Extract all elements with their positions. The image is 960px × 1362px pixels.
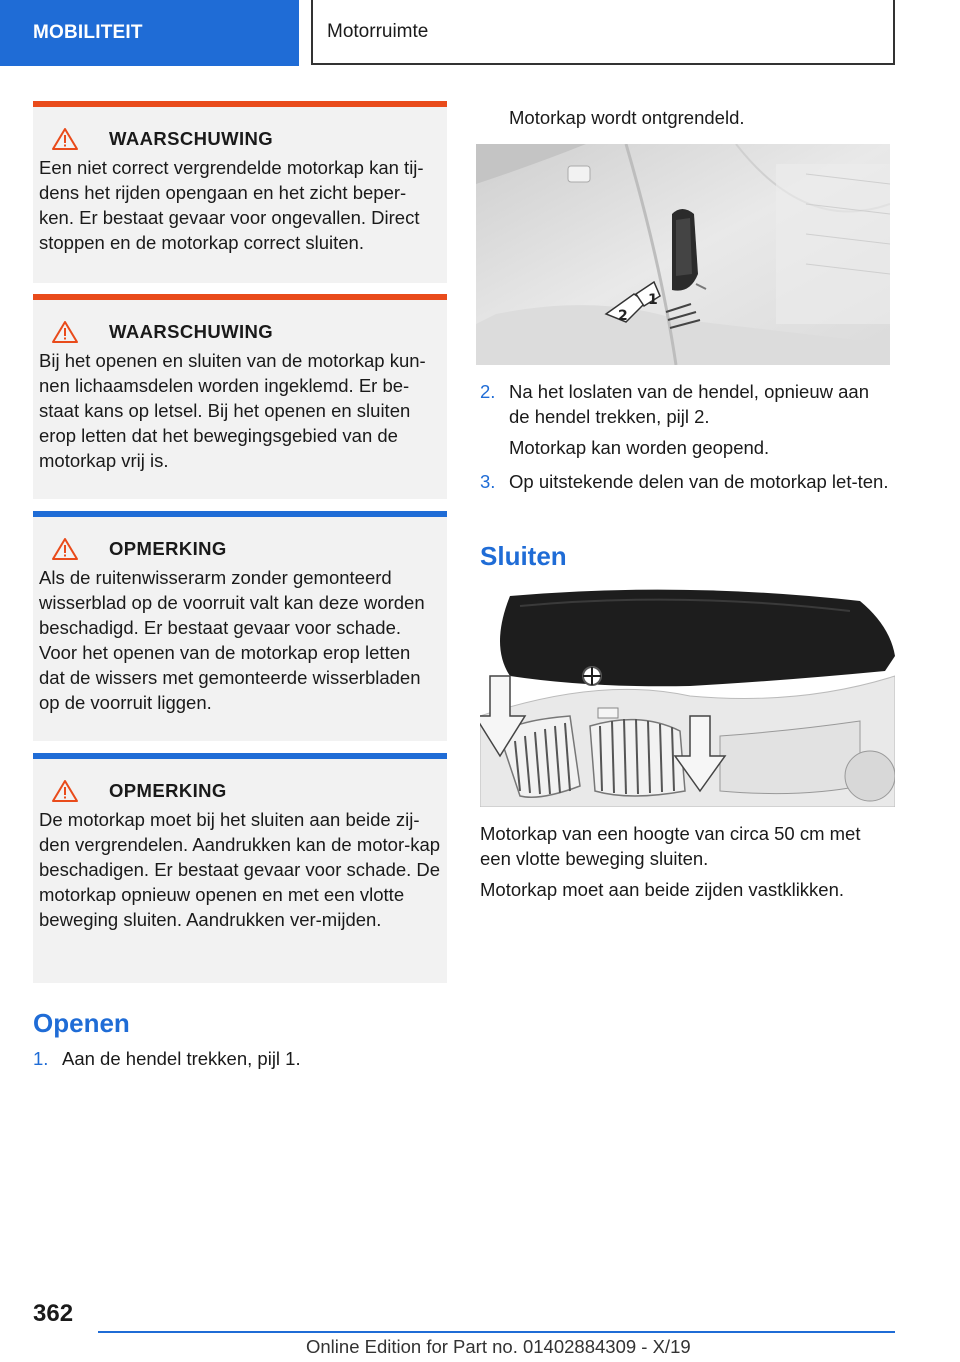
warning-box-hood-lock — [33, 101, 447, 283]
step-text: Aan de hendel trekken, pijl 1. — [62, 1048, 301, 1069]
step-text: Na het loslaten van de hendel, opnieuw aan de hendel trekken, pijl 2. — [509, 381, 869, 427]
chapter-header — [311, 0, 895, 65]
hood-release-lever-illustration — [476, 144, 890, 365]
warning-triangle-icon — [51, 537, 79, 561]
section-tab — [0, 0, 299, 66]
section-title-sluiten: Sluiten — [480, 541, 567, 571]
closing-text-1: Motorkap van een hoogte van circa 50 cm met een vlotte beweging sluiten. — [480, 823, 861, 869]
section-label: MOBILITEIT — [33, 22, 143, 43]
step-2 — [480, 379, 890, 429]
result-text-2: Motorkap kan worden geopend. — [509, 437, 770, 458]
note-box-wipers — [33, 511, 447, 741]
notice-text: Een niet correct vergrendelde motorkap kan tij-dens het rijden opengaan en het zicht beper-ken. Er bestaat gevaar voor ongevallen. Direct stoppen en de motorkap correct sluiten. — [39, 157, 424, 253]
step-number: 1. — [33, 1048, 49, 1069]
notice-header — [39, 320, 441, 344]
notice-title: WAARSCHUWING — [109, 321, 274, 342]
warning-triangle-icon — [51, 127, 79, 151]
step-number: 2. — [480, 381, 496, 402]
notice-text: De motorkap moet bij het sluiten aan beide zij-den vergrendelen. Aandrukken kan de motor-kap beschadigen. Er bestaat gevaar voor schade. De motorkap opnieuw openen en met een vlotte beweging sluiten. Aandrukken ver-mijden. — [39, 809, 441, 930]
notice-header — [39, 127, 441, 151]
edition-text: Online Edition for Part no. 01402884309 - X/19 — [306, 1336, 691, 1357]
step-1 — [33, 1046, 443, 1071]
warning-triangle-icon — [51, 779, 79, 803]
notice-header — [39, 537, 441, 561]
closing-text-2: Motorkap moet aan beide zijden vastklikken. — [480, 879, 845, 900]
warning-box-pinch — [33, 294, 447, 499]
notice-text: Als de ruitenwisserarm zonder gemonteerd wisserblad op de voorruit valt kan deze worden beschadigd. Er bestaat gevaar voor schade. Voor het openen van de motorkap erop letten dat de wissers met gemonteerde wisserbladen op de voorruit liggen. — [39, 567, 425, 713]
section-title-openen: Openen — [33, 1008, 130, 1038]
notice-text: Bij het openen en sluiten van de motorkap kun-nen lichaamsdelen worden ingeklemd. Er be-staat kans op letsel. Bij het openen en sluiten erop letten dat het bewegingsgebied van de motorkap vrij is. — [39, 350, 426, 471]
page-number: 362 — [33, 1300, 74, 1327]
step-3 — [480, 469, 890, 494]
note-box-closing — [33, 753, 447, 983]
step-number: 3. — [480, 471, 496, 492]
arrow-label-1: 1 — [648, 292, 658, 308]
result-text-1: Motorkap wordt ontgrendeld. — [509, 107, 745, 128]
hood-closing-illustration — [480, 586, 895, 807]
step-text: Op uitstekende delen van de motorkap let-ten. — [509, 471, 889, 492]
notice-title: OPMERKING — [109, 538, 227, 559]
footer-rule — [98, 1331, 895, 1333]
notice-header — [39, 779, 441, 803]
arrow-label-2: 2 — [618, 308, 628, 324]
warning-triangle-icon — [51, 320, 79, 344]
notice-title: OPMERKING — [109, 780, 227, 801]
chapter-label: Motorruimte — [327, 20, 429, 42]
notice-title: WAARSCHUWING — [109, 128, 274, 149]
